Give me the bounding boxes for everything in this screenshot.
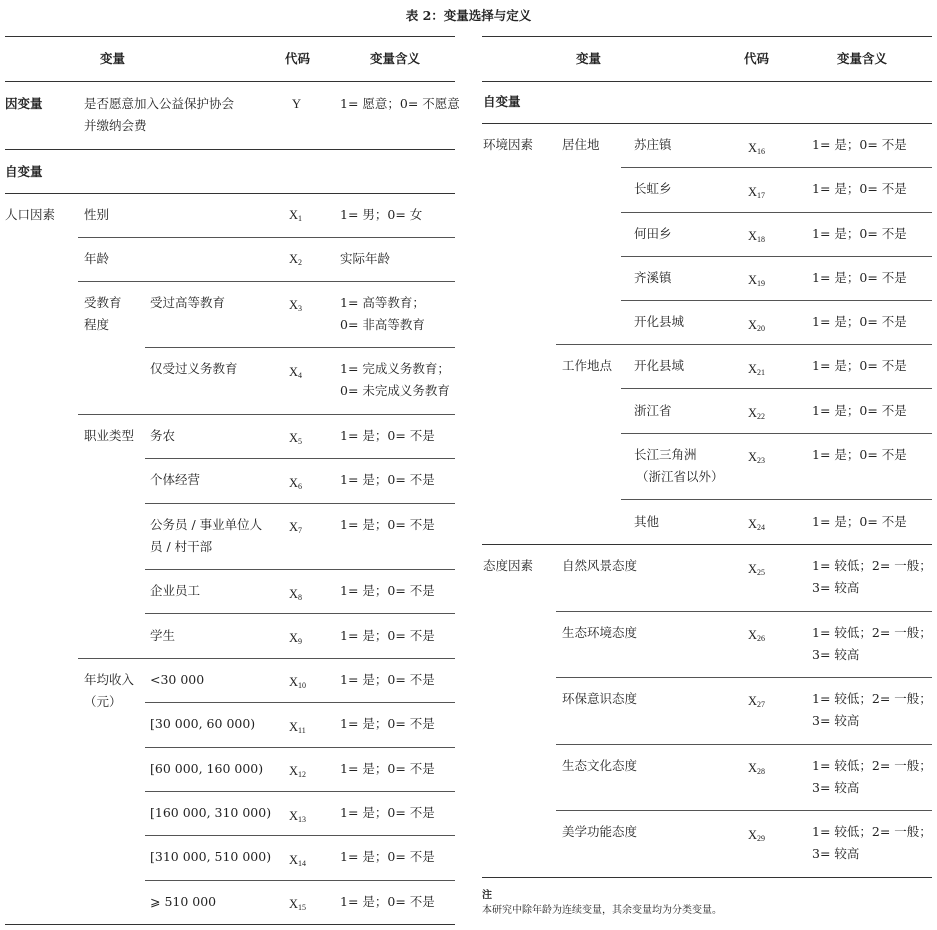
attitude-item-meaning: 1= 较低；2= 一般； xyxy=(812,558,932,573)
independent-label: 自变量 xyxy=(5,164,43,179)
residence-item-label: 齐溪镇 xyxy=(634,270,672,285)
rule xyxy=(556,744,932,745)
work-item-label-2: （浙江省以外） xyxy=(636,469,724,484)
rule xyxy=(482,544,932,545)
work-item-label: 开化县域 xyxy=(634,358,685,373)
occupation-item-label: 学生 xyxy=(150,628,176,643)
education-item-code: $X_4$ xyxy=(289,365,303,380)
occupation-item-code: $X_6$ xyxy=(289,476,303,491)
income-item-meaning: 1= 是；0= 不是 xyxy=(340,849,435,864)
education-item-meaning-2: 0= 非高等教育 xyxy=(340,317,425,332)
rule xyxy=(5,36,455,37)
attitude-item-label: 美学功能态度 xyxy=(562,824,638,839)
attitude-item-label: 生态环境态度 xyxy=(562,625,638,640)
residence-item-label: 长虹乡 xyxy=(634,181,672,196)
work-item-label: 其他 xyxy=(634,514,660,529)
residence-item-label: 何田乡 xyxy=(634,226,672,241)
occupation-item-meaning: 1= 是；0= 不是 xyxy=(340,428,435,443)
residence-item-code: $X_{17}$ xyxy=(748,185,766,200)
rule xyxy=(145,880,455,881)
residence-item-label: 苏庄镇 xyxy=(634,137,672,152)
age-label: 年龄 xyxy=(84,251,110,266)
rule xyxy=(482,36,932,37)
occupation-item-label: 个体经营 xyxy=(150,472,201,487)
occupation-item-code: $X_5$ xyxy=(289,431,303,446)
occupation-item-meaning: 1= 是；0= 不是 xyxy=(340,583,435,598)
residence-label: 居住地 xyxy=(562,137,600,152)
attitude-item-code: $X_{28}$ xyxy=(748,761,766,776)
residence-item-code: $X_{18}$ xyxy=(748,229,766,244)
rule xyxy=(482,877,932,878)
attitude-item-meaning-2: 3= 较高 xyxy=(812,647,860,662)
rule xyxy=(145,503,455,504)
attitude-item-code: $X_{27}$ xyxy=(748,694,766,709)
age-meaning: 实际年龄 xyxy=(340,251,391,266)
header-code: 代码 xyxy=(285,51,311,66)
rule xyxy=(482,123,932,124)
attitude-item-meaning-2: 3= 较高 xyxy=(812,780,860,795)
attitude-item-code: $X_{29}$ xyxy=(748,828,766,843)
education-item-meaning-2: 0= 未完成义务教育 xyxy=(340,383,450,398)
income-item-meaning: 1= 是；0= 不是 xyxy=(340,894,435,909)
rule xyxy=(621,433,932,434)
work-item-code: $X_{22}$ xyxy=(748,406,766,421)
rule xyxy=(145,702,455,703)
occupation-item-code: $X_9$ xyxy=(289,631,303,646)
residence-item-meaning: 1= 是；0= 不是 xyxy=(812,137,907,152)
income-item-code: $X_{10}$ xyxy=(289,675,307,690)
rule xyxy=(621,256,932,257)
occupation-item-label: 企业员工 xyxy=(150,583,201,598)
rule xyxy=(145,458,455,459)
work-item-meaning: 1= 是；0= 不是 xyxy=(812,514,907,529)
header-variable: 变量 xyxy=(100,51,126,66)
residence-item-label: 开化县城 xyxy=(634,314,685,329)
income-label-2: （元） xyxy=(84,694,122,709)
dependent-meaning: 1= 愿意；0= 不愿意 xyxy=(340,96,460,111)
rule xyxy=(621,167,932,168)
income-item-label: [60 000, 160 000) xyxy=(150,761,264,776)
rule xyxy=(145,791,455,792)
rule xyxy=(5,193,455,194)
note-text: 本研究中除年龄为连续变量，其余变量均为分类变量。 xyxy=(482,905,722,916)
attitude-item-label: 环保意识态度 xyxy=(562,691,638,706)
attitude-item-meaning: 1= 较低；2= 一般； xyxy=(812,758,932,773)
rule xyxy=(145,613,455,614)
income-item-label: [310 000, 510 000) xyxy=(150,849,272,864)
education-item-label: 受过高等教育 xyxy=(150,295,226,310)
attitude-item-meaning-2: 3= 较高 xyxy=(812,713,860,728)
occupation-item-code: $X_7$ xyxy=(289,520,303,535)
work-item-code: $X_{23}$ xyxy=(748,450,766,465)
income-item-label: ⩾ 510 000 xyxy=(150,894,217,909)
gender-label: 性别 xyxy=(84,207,110,222)
attitude-item-code: $X_{25}$ xyxy=(748,562,766,577)
work-label: 工作地点 xyxy=(562,358,613,373)
rule xyxy=(78,414,455,415)
header-code: 代码 xyxy=(744,51,770,66)
dependent-code: Y xyxy=(292,97,302,111)
income-item-meaning: 1= 是；0= 不是 xyxy=(340,672,435,687)
work-item-label: 浙江省 xyxy=(634,403,672,418)
rule xyxy=(78,281,455,282)
occupation-item-meaning: 1= 是；0= 不是 xyxy=(340,472,435,487)
income-item-meaning: 1= 是；0= 不是 xyxy=(340,761,435,776)
rule xyxy=(556,611,932,612)
occupation-item-label-2: 员 / 村干部 xyxy=(150,539,213,554)
rule xyxy=(556,677,932,678)
attitude-item-meaning: 1= 较低；2= 一般； xyxy=(812,691,932,706)
residence-item-code: $X_{20}$ xyxy=(748,318,766,333)
income-item-code: $X_{11}$ xyxy=(289,720,306,735)
income-item-meaning: 1= 是；0= 不是 xyxy=(340,805,435,820)
income-item-label: <30 000 xyxy=(150,672,205,687)
income-item-meaning: 1= 是；0= 不是 xyxy=(340,716,435,731)
income-item-code: $X_{14}$ xyxy=(289,853,307,868)
note-title: 注 xyxy=(482,890,492,901)
work-item-meaning: 1= 是；0= 不是 xyxy=(812,358,907,373)
age-code: $X_2$ xyxy=(289,252,303,267)
table-note xyxy=(482,888,722,918)
attitude-factor: 态度因素 xyxy=(483,558,534,573)
attitude-item-meaning: 1= 较低；2= 一般； xyxy=(812,824,932,839)
rule xyxy=(145,835,455,836)
income-label: 年均收入 xyxy=(84,672,135,687)
dependent-desc: 是否愿意加入公益保护协会 xyxy=(84,96,235,111)
income-item-code: $X_{13}$ xyxy=(289,809,307,824)
attitude-item-meaning: 1= 较低；2= 一般； xyxy=(812,625,932,640)
independent-label: 自变量 xyxy=(483,94,521,109)
occupation-item-code: $X_8$ xyxy=(289,587,303,602)
education-item-label: 仅受过义务教育 xyxy=(150,361,238,376)
header-meaning: 变量含义 xyxy=(837,51,888,66)
rule xyxy=(556,810,932,811)
work-item-code: $X_{24}$ xyxy=(748,517,766,532)
income-item-code: $X_{12}$ xyxy=(289,764,307,779)
dependent-label: 因变量 xyxy=(5,96,43,111)
residence-item-meaning: 1= 是；0= 不是 xyxy=(812,270,907,285)
residence-item-meaning: 1= 是；0= 不是 xyxy=(812,314,907,329)
work-item-code: $X_{21}$ xyxy=(748,362,766,377)
header-variable: 变量 xyxy=(576,51,602,66)
income-item-label: [30 000, 60 000) xyxy=(150,716,256,731)
rule xyxy=(621,212,932,213)
occupation-item-meaning: 1= 是；0= 不是 xyxy=(340,628,435,643)
rule xyxy=(78,237,455,238)
header-meaning: 变量含义 xyxy=(370,51,421,66)
education-label: 受教育 xyxy=(84,295,122,310)
table-title: 表 2：变量选择与定义 xyxy=(405,8,532,23)
education-item-meaning: 1= 完成义务教育； xyxy=(340,361,450,376)
rule xyxy=(5,81,455,82)
education-label-2: 程度 xyxy=(84,317,110,332)
work-item-label: 长江三角洲 xyxy=(634,447,697,462)
attitude-item-meaning-2: 3= 较高 xyxy=(812,846,860,861)
rule xyxy=(145,347,455,348)
population-factor: 人口因素 xyxy=(5,207,56,222)
rule xyxy=(5,149,455,150)
rule xyxy=(145,569,455,570)
residence-item-code: $X_{19}$ xyxy=(748,273,766,288)
work-item-meaning: 1= 是；0= 不是 xyxy=(812,447,907,462)
attitude-item-meaning-2: 3= 较高 xyxy=(812,580,860,595)
rule xyxy=(621,499,932,500)
attitude-item-label: 生态文化态度 xyxy=(562,758,638,773)
rule xyxy=(145,747,455,748)
rule xyxy=(621,300,932,301)
occupation-item-label: 务农 xyxy=(150,428,176,443)
education-item-code: $X_3$ xyxy=(289,298,303,313)
rule xyxy=(621,388,932,389)
dependent-desc-2: 并缴纳会费 xyxy=(84,118,147,133)
gender-code: $X_1$ xyxy=(289,208,303,223)
attitude-item-label: 自然风景态度 xyxy=(562,558,638,573)
gender-meaning: 1= 男；0= 女 xyxy=(340,207,423,222)
residence-item-meaning: 1= 是；0= 不是 xyxy=(812,226,907,241)
occupation-item-meaning: 1= 是；0= 不是 xyxy=(340,517,435,532)
environment-factor: 环境因素 xyxy=(483,137,534,152)
occupation-label: 职业类型 xyxy=(84,428,135,443)
rule xyxy=(556,344,932,345)
rule xyxy=(5,924,455,925)
rule xyxy=(482,81,932,82)
income-item-code: $X_{15}$ xyxy=(289,897,307,912)
income-item-label: [160 000, 310 000) xyxy=(150,805,272,820)
work-item-meaning: 1= 是；0= 不是 xyxy=(812,403,907,418)
education-item-meaning: 1= 高等教育； xyxy=(340,295,425,310)
residence-item-meaning: 1= 是；0= 不是 xyxy=(812,181,907,196)
occupation-item-label: 公务员 / 事业单位人 xyxy=(150,517,263,532)
attitude-item-code: $X_{26}$ xyxy=(748,628,766,643)
rule xyxy=(78,658,455,659)
residence-item-code: $X_{16}$ xyxy=(748,141,766,156)
